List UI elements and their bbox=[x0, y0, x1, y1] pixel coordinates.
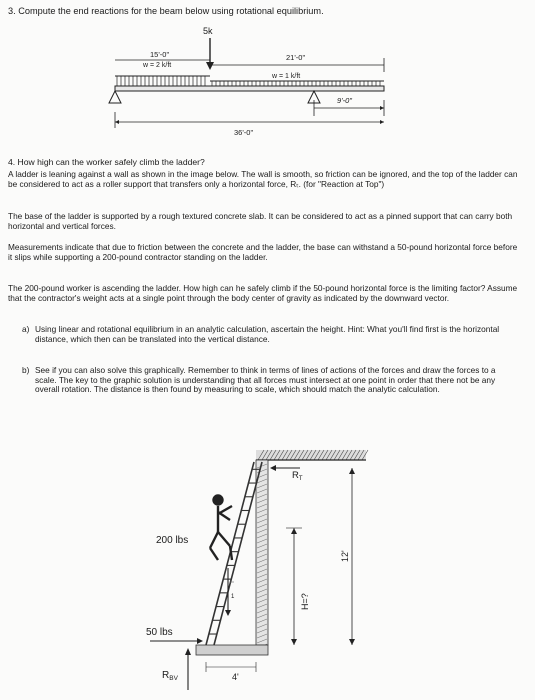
part-b-label: b) bbox=[22, 365, 30, 375]
worker-figure bbox=[210, 496, 232, 561]
distributed-load-w1 bbox=[210, 81, 384, 86]
ladder-rungs bbox=[209, 469, 260, 634]
rbv-label: $R_{BV}$ bbox=[162, 670, 178, 682]
rt-label: $R_T$ bbox=[292, 470, 303, 482]
question-3-prompt: 3. Compute the end reactions for the beam below using rotational equilibrium. bbox=[8, 6, 324, 16]
svg-text:1: 1 bbox=[231, 594, 235, 600]
part-b bbox=[22, 366, 512, 395]
ladder-diagram bbox=[0, 440, 535, 700]
question-4-paragraph-4: The 200-pound worker is ascending the ladder. How high can he safely climb if the 50-pound horizontal force is the limiting factor? Assume that the contractor's weight acts at a single point through the body center of gravity as indicated by the downward vector. bbox=[8, 283, 518, 303]
load-w1-label: w = 1 k/ft bbox=[272, 73, 301, 80]
question-4-paragraph-1: A ladder is leaning against a wall as shown in the image below. The wall is smooth, so friction can be ignored, and the top of the ladder can be considered to act as a roller support that transfers only a horizontal force, Rₜ. (for "Reaction at Top") bbox=[8, 169, 518, 189]
dim-36-label: 36'-0" bbox=[234, 128, 254, 137]
question-4-paragraph-2: The base of the ladder is supported by a rough textured concrete slab. It can be considered to act as a pinned support that can carry both horizontal and vertical forces. bbox=[8, 211, 513, 231]
beam-diagram bbox=[0, 20, 535, 160]
dim-21-label: 21'-0" bbox=[286, 53, 306, 62]
dim-15-label: 15'-0" bbox=[150, 50, 170, 59]
part-b-text: See if you can also solve this graphically. Remember to think in terms of lines of actions of the forces and draw the forces to a scale. The key to the graphic solution is understanding that all forces must intersect at one point in order that there not be any overall rotation. The distance is then found by measuring to scale, which should match the analytic calculation. bbox=[35, 365, 496, 395]
beam bbox=[115, 86, 384, 91]
weight-label: 200 lbs bbox=[156, 535, 189, 546]
left-pin-support bbox=[109, 91, 121, 103]
load-w2-label: w = 2 k/ft bbox=[143, 62, 172, 69]
part-a-text: Using linear and rotational equilibrium in an analytic calculation, ascertain the height. Hint: What you'll find first is the horizontal distance, which then can be translated into the vertical distance. bbox=[35, 324, 500, 344]
point-load-label: 5k bbox=[203, 26, 213, 36]
question-4-heading: 4. How high can the worker safely climb the ladder? bbox=[8, 157, 205, 167]
distributed-load-w2 bbox=[115, 76, 210, 86]
base-dist-label: 4' bbox=[232, 672, 239, 682]
part-a-label: a) bbox=[22, 324, 30, 334]
friction-label: 50 lbs bbox=[146, 627, 173, 638]
part-a bbox=[22, 325, 512, 344]
question-4-paragraph-3: Measurements indicate that due to friction between the concrete and the ladder, the base can withstand a 50-pound horizontal force before it slips while supporting a 200-pound contractor standing on the ladder. bbox=[8, 242, 518, 262]
height-label: H=? bbox=[300, 593, 310, 610]
ground-slab bbox=[196, 645, 268, 655]
wall-height-label: 12' bbox=[340, 550, 350, 562]
dim-9-label: 9'-0" bbox=[337, 96, 352, 105]
ladder-rail-right bbox=[214, 462, 262, 645]
